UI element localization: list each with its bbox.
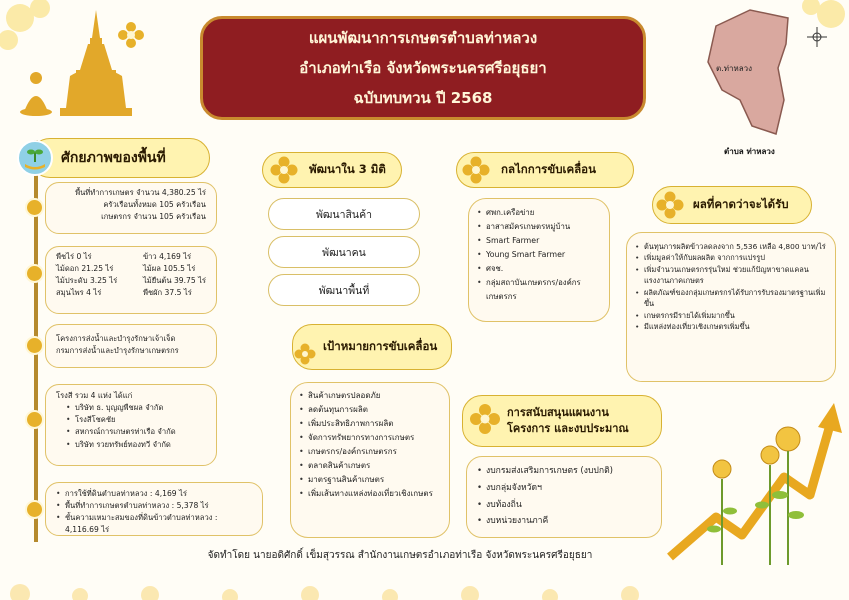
- target-item: • ลดต้นทุนการผลิต: [299, 403, 441, 417]
- landuse-item: • พื้นที่ทำการเกษตรตำบลท่าหลวง : 5,378 ไร่: [56, 500, 252, 512]
- targets-heading-text: เป้าหมายการขับเคลื่อน: [323, 339, 438, 353]
- district-map: [690, 4, 820, 140]
- timeline-dot: [25, 410, 44, 429]
- title-banner: [200, 16, 646, 120]
- mill-item: • บริษัท ธ. บุญญพืชผล จำกัด: [66, 402, 206, 414]
- develop-item-area: พัฒนาพื้นที่: [268, 274, 420, 306]
- growth-arrow-coins-illustration: [660, 385, 846, 575]
- support-item: • งบหน่วยงานภาคี: [477, 513, 651, 530]
- target-item: • สินค้าเกษตรปลอดภัย: [299, 389, 441, 403]
- map-caption: ตำบล ท่าหลวง: [724, 147, 775, 156]
- timeline-dot: [25, 336, 44, 355]
- title-line-3: ฉบับทบทวน ปี 2568: [353, 89, 493, 107]
- targets-heading: [292, 324, 452, 370]
- footer-credit: จัดทำโดย นายอดิศักดิ์ เข็มสุวรรณ สำนักงานเกษตรอำเภอท่าเรือ จังหวัดพระนครศรีอยุธยา: [207, 550, 593, 561]
- lotus-flower-icon: [462, 156, 490, 184]
- expected-item: • เพิ่มจำนวนเกษตรกรรุ่นใหม่ ช่วยแก้ปัญหาขาดแคลนแรงงานภาคเกษตร: [635, 264, 827, 287]
- expected-list-box: [626, 232, 836, 382]
- mechanism-item: • อาสาสมัครเกษตรหมู่บ้าน: [477, 220, 601, 234]
- lotus-flower-icon: [656, 191, 684, 219]
- expected-item: • เพิ่มมูลค่าให้กับผลผลิต จากการแปรรูป: [635, 252, 827, 263]
- expected-item: • เกษตรกรมีรายได้เพิ่มมากขึ้น: [635, 310, 827, 321]
- households-text: ครัวเรือนทั้งหมด 105 ครัวเรือน: [103, 200, 206, 210]
- title-line-1: แผนพัฒนาการเกษตรตำบลท่าหลวง: [308, 29, 538, 47]
- crops-right-list: [143, 251, 206, 309]
- expected-item: • มีแหล่งท่องเที่ยวเชิงเกษตรเพิ่มขึ้น: [635, 321, 827, 332]
- mechanism-item: • ศจช.: [477, 262, 601, 276]
- crop-item: พืชไร่ 0 ไร่: [56, 252, 92, 261]
- expected-item: • ต้นทุนการผลิตข้าวลดลงจาก 5,536 เหลือ 4,800 บาท/ไร่: [635, 241, 827, 252]
- develop-heading-text: พัฒนาใน 3 มิติ: [309, 162, 386, 176]
- targets-list-box: [290, 382, 450, 538]
- crop-item: พืชผัก 37.5 ไร่: [142, 288, 192, 298]
- plant-hand-icon: [17, 140, 53, 176]
- timeline-dot: [25, 264, 44, 283]
- support-item: • งบกรมส่งเสริมการเกษตร (งบปกติ): [477, 463, 651, 480]
- irrigation-project: โครงการส่งน้ำและบำรุงรักษาเจ้าเจ็ด: [56, 334, 176, 343]
- target-item: • ตลาดสินค้าเกษตร: [299, 459, 441, 473]
- crop-item: ไม้ดอก 21.25 ไร่: [56, 264, 114, 274]
- mill-item: • สหกรณ์การเกษตรท่าเรือ จำกัด: [66, 426, 206, 438]
- potential-box-area: [45, 182, 217, 234]
- area-text: พื้นที่ทำการเกษตร จำนวน 4,380.25 ไร่: [75, 188, 206, 197]
- potential-box-irrigation: [45, 324, 217, 368]
- develop-item-product: พัฒนาสินค้า: [268, 198, 420, 230]
- mechanism-item: • Young Smart Farmer: [477, 248, 601, 262]
- compass-icon: [806, 26, 828, 48]
- mechanism-item: • Smart Farmer: [477, 234, 601, 248]
- landuse-item: • ชั้นความเหมาะสมของที่ดินข้าวตำบลท่าหลวง : 4,116.69 ไร่: [56, 512, 252, 536]
- crop-item: ไม้ผล 105.5 ไร่: [142, 264, 196, 274]
- lotus-flower-icon: [294, 343, 316, 365]
- farmers-text: เกษตรกร จำนวน 105 ครัวเรือน: [101, 212, 206, 222]
- mills-title: โรงสี รวม 4 แห่ง ได้แก่: [56, 391, 133, 400]
- target-item: • จัดการทรัพยากรทางการเกษตร: [299, 431, 441, 445]
- potential-heading-text: ศักยภาพของพื้นที่: [61, 150, 166, 166]
- target-item: • เกษตรกร/องค์กรเกษตรกร: [299, 445, 441, 459]
- crop-item: สมุนไพร 4 ไร่: [56, 288, 102, 298]
- support-item: • งบท้องถิ่น: [477, 497, 651, 514]
- mechanism-item: • กลุ่มสถาบันเกษตรกร/องค์กรเกษตรกร: [477, 276, 601, 304]
- crops-left-list: [56, 251, 117, 309]
- develop-item-people: พัฒนาคน: [268, 236, 420, 268]
- lotus-flower-icon: [270, 156, 298, 184]
- mill-item: • บริษัท รวยทรัพย์ทองทวี จำกัด: [66, 439, 206, 451]
- timeline-dot: [25, 500, 44, 519]
- expected-item: • ผลิตภัณฑ์ของกลุ่มเกษตรกรได้รับการรับรองมาตรฐานเพิ่มขึ้น: [635, 287, 827, 310]
- map-inner-label: ต.ท่าหลวง: [716, 64, 753, 73]
- expected-heading-text: ผลที่คาดว่าจะได้รับ: [693, 197, 789, 211]
- crop-item: ข้าว 4,169 ไร่: [142, 252, 192, 261]
- irrigation-dept: กรมการส่งน้ำและบำรุงรักษาเกษตรกร: [56, 346, 179, 356]
- target-item: • มาตรฐานสินค้าเกษตร: [299, 473, 441, 487]
- mechanism-list-box: [468, 198, 610, 322]
- mill-item: • โรงสีโชคชัย: [66, 414, 206, 426]
- target-item: • เพิ่มประสิทธิภาพการผลิต: [299, 417, 441, 431]
- lotus-flower-icon: [118, 22, 144, 48]
- lotus-flower-icon: [470, 404, 500, 434]
- potential-heading: [30, 138, 210, 178]
- support-list-box: [466, 456, 662, 538]
- crop-item: ไม้ประดับ 3.25 ไร่: [56, 276, 118, 286]
- potential-box-landuse: [45, 482, 263, 536]
- potential-box-crops: [45, 246, 217, 314]
- potential-box-mills: [45, 384, 217, 466]
- target-item: • เพิ่มเส้นทางแหล่งท่องเที่ยวเชิงเกษตร: [299, 487, 441, 501]
- landuse-item: • การใช้ที่ดินตำบลท่าหลวง : 4,169 ไร่: [56, 488, 252, 500]
- mechanism-heading-text: กลไกการขับเคลื่อน: [501, 162, 596, 176]
- support-item: • งบกลุ่มจังหวัดฯ: [477, 480, 651, 497]
- title-line-2: อำเภอท่าเรือ จังหวัดพระนครศรีอยุธยา: [299, 59, 547, 77]
- crop-item: ไม้ยืนต้น 39.75 ไร่: [142, 276, 206, 286]
- mechanism-item: • ศพก.เครือข่าย: [477, 206, 601, 220]
- support-heading-line2: โครงการ และงบประมาณ: [507, 422, 629, 435]
- support-heading-line1: การสนับสนุนแผนงาน: [507, 405, 609, 419]
- timeline-dot: [25, 198, 44, 217]
